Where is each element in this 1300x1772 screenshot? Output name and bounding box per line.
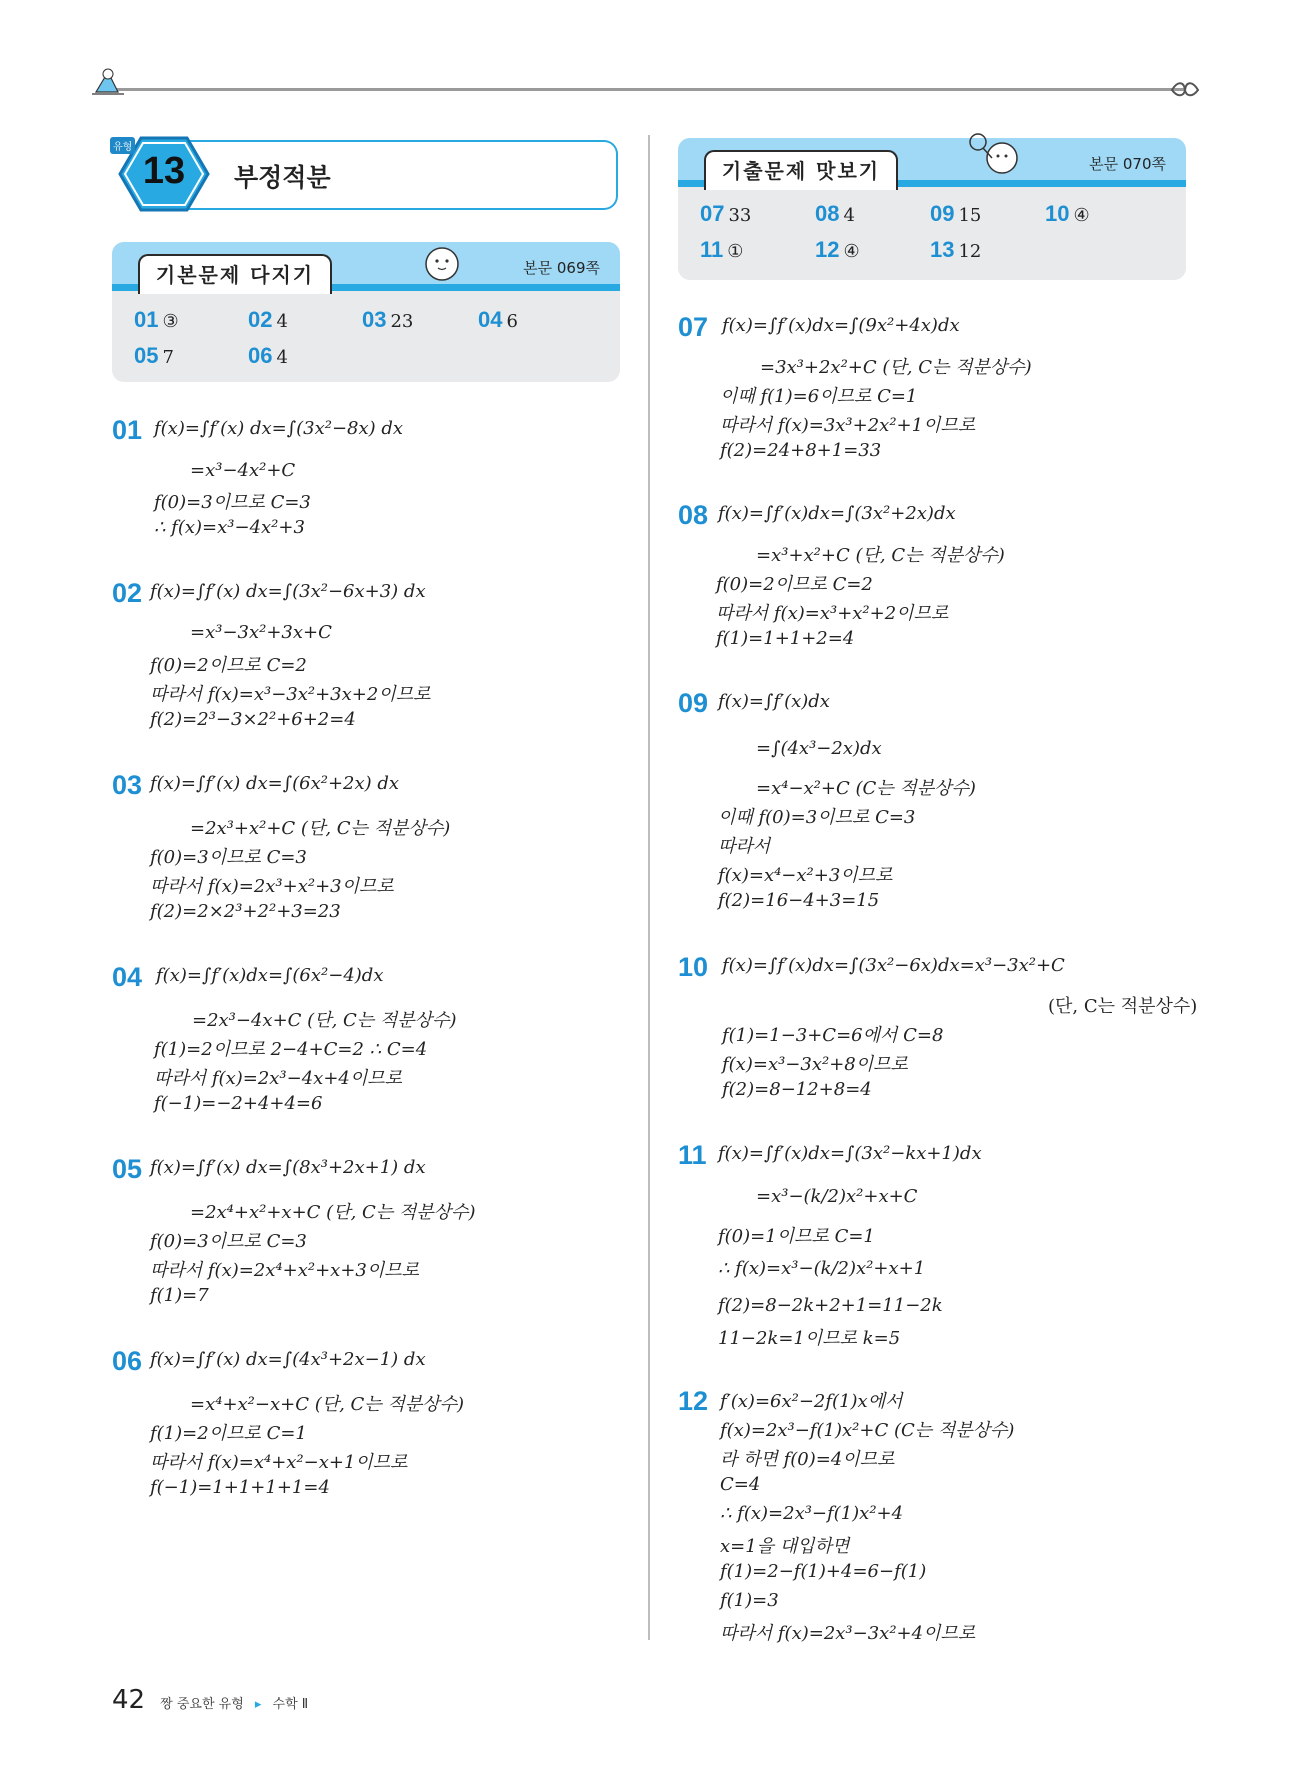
solution-line: =∫(4x³−2x)dx	[756, 738, 882, 759]
solution-line: f(x)=∫f′(x)dx=∫(6x²−4)dx	[156, 965, 384, 986]
solution-line: =2x⁴+x²+x+C (단, C는 적분상수)	[190, 1202, 476, 1223]
bird-mascot-icon	[88, 62, 128, 102]
solution-number: 09	[678, 688, 709, 718]
answer-item: 12 ④	[815, 237, 860, 262]
solution-line: f(x)=x³−3x²+8이므로	[722, 1054, 908, 1075]
solution-line: f(2)=2×2³+2²+3=23	[150, 901, 341, 922]
answer-item: 05 7	[134, 343, 174, 368]
solution-line: f(0)=3이므로 C=3	[154, 492, 311, 513]
solution-line: 이때 f(1)=6이므로 C=1	[720, 386, 918, 407]
cat-mascot-icon	[412, 236, 472, 286]
answer-item: 06 4	[248, 343, 288, 368]
solution-line: f(x)=∫f′(x)dx	[718, 691, 830, 712]
column-divider	[648, 135, 650, 1640]
solution-line: f(x)=2x³−f(1)x²+C (C는 적분상수)	[720, 1420, 1015, 1441]
solution-line: f(x)=∫f′(x) dx=∫(8x³+2x+1) dx	[150, 1157, 426, 1178]
solution-line: C=4	[720, 1474, 761, 1495]
solution-number: 12	[678, 1386, 709, 1416]
solution-line: f′(x)=6x²−2f(1)x에서	[720, 1391, 903, 1412]
solution-number: 02	[112, 578, 143, 608]
unit-number: 13	[142, 150, 186, 192]
solution-line: f(2)=2³−3×2²+6+2=4	[150, 709, 356, 730]
header-rule	[100, 88, 1185, 91]
solution-line: 따라서 f(x)=2x³−4x+4이므로	[154, 1068, 403, 1089]
exam-tab-label: 기출문제 맛보기	[704, 150, 898, 190]
solution-line: =2x³+x²+C (단, C는 적분상수)	[190, 818, 451, 839]
solution-line: 따라서 f(x)=x³+x²+2이므로	[716, 603, 949, 624]
solution-line: f(2)=8−12+8=4	[722, 1079, 872, 1100]
solution-line: =x⁴−x²+C (C는 적분상수)	[756, 778, 976, 799]
solution-line: 따라서 f(x)=3x³+2x²+1이므로	[720, 415, 976, 436]
solution-line: f(x)=∫f′(x) dx=∫(6x²+2x) dx	[150, 773, 400, 794]
solution-line: 따라서 f(x)=2x⁴+x²+x+3이므로	[150, 1260, 420, 1281]
solution-line: f(2)=24+8+1=33	[720, 440, 882, 461]
answer-item: 10 ④	[1045, 201, 1090, 226]
answer-item: 01 ③	[134, 307, 179, 332]
solution-line: ∴ f(x)=x³−4x²+3	[154, 517, 305, 538]
basic-tab-label: 기본문제 다지기	[138, 254, 332, 294]
solution-number: 07	[678, 312, 709, 342]
answer-item: 09 15	[930, 201, 982, 226]
solution-line: f(2)=16−4+3=15	[718, 890, 880, 911]
book-title: 짱 중요한 유형	[160, 1697, 244, 1712]
solution-line: f(x)=∫f′(x) dx=∫(3x²−6x+3) dx	[150, 581, 426, 602]
solution-line: (단, C는 적분상수)	[1048, 996, 1198, 1017]
answer-item: 07 33	[700, 201, 752, 226]
footer-separator-icon: ▸	[254, 1697, 262, 1712]
exam-answers-header	[678, 138, 1186, 183]
solution-line: f(x)=x⁴−x²+3이므로	[718, 865, 893, 886]
solution-line: 따라서 f(x)=2x³+x²+3이므로	[150, 876, 394, 897]
solution-number: 05	[112, 1154, 143, 1184]
answer-item: 04 6	[478, 307, 518, 332]
solution-line: f(1)=2이므로 C=1	[150, 1423, 307, 1444]
solution-line: f(1)=2−f(1)+4=6−f(1)	[720, 1561, 927, 1582]
solution-line: f(1)=7	[150, 1285, 209, 1306]
solution-line: f(1)=2이므로 2−4+C=2 ∴ C=4	[154, 1039, 428, 1060]
solution-line: ∴ f(x)=2x³−f(1)x²+4	[720, 1503, 904, 1524]
page-number: 42	[112, 1685, 146, 1715]
solution-line: =x³−(k/2)x²+x+C	[756, 1186, 918, 1207]
answer-item: 02 4	[248, 307, 288, 332]
badminton-mascot-icon	[964, 128, 1034, 188]
solution-line: x=1을 대입하면	[720, 1536, 850, 1557]
solution-line: f(0)=2이므로 C=2	[716, 574, 873, 595]
solution-line: =x³+x²+C (단, C는 적분상수)	[756, 545, 1005, 566]
solution-line: =3x³+2x²+C (단, C는 적분상수)	[760, 357, 1032, 378]
solution-line: =x⁴+x²−x+C (단, C는 적분상수)	[190, 1394, 465, 1415]
solution-number: 11	[678, 1140, 707, 1170]
solution-line: f(0)=3이므로 C=3	[150, 847, 307, 868]
solution-number: 03	[112, 770, 143, 800]
answer-item: 03 23	[362, 307, 414, 332]
solution-line: f(x)=∫f′(x)dx=∫(9x²+4x)dx	[722, 315, 960, 336]
solution-line: f(1)=1+1+2=4	[716, 628, 855, 649]
basic-answers-box	[112, 242, 620, 382]
unit-tag: 유형	[110, 137, 135, 154]
solution-line: f(x)=∫f′(x) dx=∫(3x²−8x) dx	[154, 418, 404, 439]
solution-line: f(x)=∫f′(x)dx=∫(3x²−kx+1)dx	[718, 1143, 982, 1164]
solution-line: 따라서	[718, 836, 771, 857]
solution-line: f(0)=3이므로 C=3	[150, 1231, 307, 1252]
solution-line: =2x³−4x+C (단, C는 적분상수)	[192, 1010, 457, 1031]
ribbon-icon	[1170, 78, 1200, 102]
solution-line: 따라서 f(x)=x⁴+x²−x+1이므로	[150, 1452, 408, 1473]
solution-line: ∴ f(x)=x³−(k/2)x²+x+1	[718, 1258, 926, 1279]
solution-line: f(0)=1이므로 C=1	[718, 1226, 875, 1247]
solution-number: 01	[112, 415, 143, 445]
solution-line: 따라서 f(x)=2x³−3x²+4이므로	[720, 1623, 976, 1644]
unit-title: 부정적분	[234, 164, 331, 192]
solution-line: f(2)=8−2k+2+1=11−2k	[718, 1295, 943, 1316]
exam-page-ref: 본문 070쪽	[1089, 155, 1166, 173]
solution-number: 06	[112, 1346, 143, 1376]
solution-line: f(0)=2이므로 C=2	[150, 655, 307, 676]
solution-line: 따라서 f(x)=x³−3x²+3x+2이므로	[150, 684, 431, 705]
solution-line: =x³−4x²+C	[190, 460, 296, 481]
answer-item: 13 12	[930, 237, 982, 262]
basic-page-ref: 본문 069쪽	[523, 259, 600, 277]
basic-answers-header	[112, 242, 620, 287]
answer-item: 11 ①	[700, 237, 744, 262]
solution-line: =x³−3x²+3x+C	[190, 622, 332, 643]
solution-line: f(x)=∫f′(x)dx=∫(3x²+2x)dx	[718, 503, 956, 524]
exam-answers-box	[678, 138, 1186, 280]
solution-number: 08	[678, 500, 709, 530]
subject-label: 수학 Ⅱ	[272, 1697, 309, 1712]
solution-line: 11−2k=1이므로 k=5	[718, 1328, 901, 1349]
answer-item: 08 4	[815, 201, 855, 226]
solution-line: f(−1)=−2+4+4=6	[154, 1093, 323, 1114]
solution-line: f(−1)=1+1+1+1=4	[150, 1477, 330, 1498]
solution-line: 라 하면 f(0)=4이므로	[720, 1449, 895, 1470]
solution-line: f(1)=3	[720, 1590, 779, 1611]
solution-number: 04	[112, 962, 143, 992]
solution-number: 10	[678, 952, 709, 982]
page-footer	[112, 1685, 308, 1715]
solution-line: f(x)=∫f′(x) dx=∫(4x³+2x−1) dx	[150, 1349, 426, 1370]
solution-line: 이때 f(0)=3이므로 C=3	[718, 807, 916, 828]
solution-line: f(x)=∫f′(x)dx=∫(3x²−6x)dx=x³−3x²+C	[722, 955, 1065, 976]
solution-line: f(1)=1−3+C=6에서 C=8	[722, 1025, 944, 1046]
